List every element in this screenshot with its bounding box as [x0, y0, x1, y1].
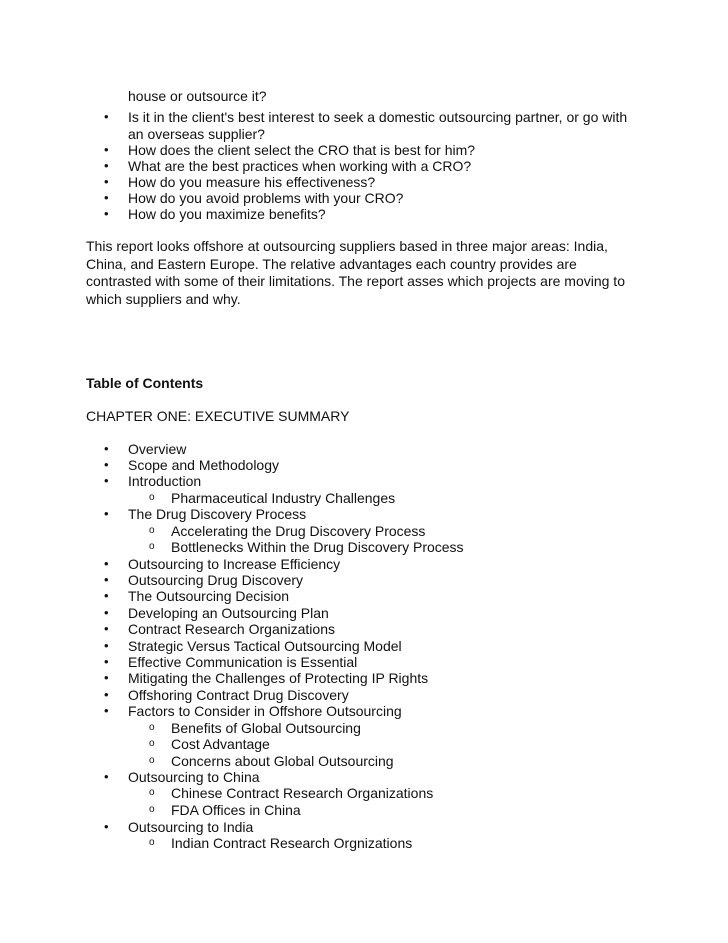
toc-sub-item: Accelerating the Drug Discovery Process: [171, 523, 426, 539]
sub-bullet-icon: o: [149, 755, 155, 766]
toc-sub-item: Bottlenecks Within the Drug Discovery Process: [171, 539, 464, 555]
toc-item: Overview: [128, 441, 187, 457]
bullet-icon: •: [104, 158, 109, 173]
intro-bullet-text: Is it in the client's best interest to seek a domestic outsourcing partner, or go with: [128, 109, 628, 125]
toc-item: Outsourcing to Increase Efficiency: [128, 556, 341, 572]
bullet-icon: •: [104, 703, 109, 718]
toc-sub-item: Chinese Contract Research Organizations: [171, 785, 434, 801]
bullet-icon: •: [104, 769, 109, 784]
toc-item: Outsourcing Drug Discovery: [128, 572, 304, 588]
toc-item: The Drug Discovery Process: [128, 506, 307, 522]
sub-bullet-icon: o: [149, 722, 155, 733]
bullet-icon: •: [104, 621, 109, 636]
paragraph-line: contrasted with some of their limitations. The report asses which projects are moving to: [86, 273, 625, 289]
intro-bullet-text-wrap: an overseas supplier?: [128, 126, 265, 142]
bullet-icon: •: [104, 670, 109, 685]
toc-item: Contract Research Organizations: [128, 621, 335, 637]
intro-continuation-line: house or outsource it?: [128, 88, 267, 104]
bullet-icon: •: [104, 506, 109, 521]
intro-bullet-text: How do you measure his effectiveness?: [128, 174, 376, 190]
sub-bullet-icon: o: [149, 525, 155, 536]
toc-item: Strategic Versus Tactical Outsourcing Model: [128, 638, 402, 654]
intro-bullet-text: What are the best practices when working with a CRO?: [128, 158, 472, 174]
toc-item: Factors to Consider in Offshore Outsourcing: [128, 703, 402, 719]
bullet-icon: •: [104, 441, 109, 456]
toc-item: Developing an Outsourcing Plan: [128, 605, 329, 621]
intro-bullet-text: How do you avoid problems with your CRO?: [128, 190, 404, 206]
bullet-icon: •: [104, 190, 109, 205]
sub-bullet-icon: o: [149, 804, 155, 815]
toc-item: The Outsourcing Decision: [128, 588, 290, 604]
bullet-icon: •: [104, 588, 109, 603]
report-paragraph: [86, 238, 646, 308]
toc-item: Effective Communication is Essential: [128, 654, 358, 670]
sub-bullet-icon: o: [149, 492, 155, 503]
sub-bullet-icon: o: [149, 837, 155, 848]
toc-title: Table of Contents: [86, 375, 204, 391]
toc-sub-item: Cost Advantage: [171, 736, 270, 752]
toc-item: Outsourcing to China: [128, 769, 260, 785]
toc-sub-item: Pharmaceutical Industry Challenges: [171, 490, 396, 506]
bullet-icon: •: [104, 605, 109, 620]
bullet-icon: •: [104, 142, 109, 157]
bullet-icon: •: [104, 572, 109, 587]
toc-sub-item: Indian Contract Research Orgnizations: [171, 835, 413, 851]
sub-bullet-icon: o: [149, 541, 155, 552]
paragraph-line: which suppliers and why.: [86, 290, 241, 307]
toc-item: Introduction: [128, 473, 202, 489]
intro-bullet-text: How does the client select the CRO that is best for him?: [128, 142, 476, 158]
bullet-icon: •: [104, 638, 109, 653]
toc-item: Outsourcing to India: [128, 819, 254, 835]
bullet-icon: •: [104, 654, 109, 669]
bullet-icon: •: [104, 473, 109, 488]
toc-sub-item: Concerns about Global Outsourcing: [171, 753, 394, 769]
bullet-icon: •: [104, 174, 109, 189]
toc-sub-item: Benefits of Global Outsourcing: [171, 720, 361, 736]
sub-bullet-icon: o: [149, 738, 155, 749]
toc-item: Scope and Methodology: [128, 457, 279, 473]
chapter-heading: CHAPTER ONE: EXECUTIVE SUMMARY: [86, 408, 350, 424]
paragraph-line: This report looks offshore at outsourcing suppliers based in three major areas: India,: [86, 238, 608, 254]
sub-bullet-icon: o: [149, 787, 155, 798]
toc-sub-item: FDA Offices in China: [171, 802, 301, 818]
bullet-icon: •: [104, 457, 109, 472]
bullet-icon: •: [104, 109, 109, 124]
bullet-icon: •: [104, 819, 109, 834]
paragraph-line: China, and Eastern Europe. The relative advantages each country provides are: [86, 255, 577, 272]
toc-item: Mitigating the Challenges of Protecting IP Rights: [128, 670, 429, 686]
intro-bullet-text: How do you maximize benefits?: [128, 206, 326, 222]
bullet-icon: •: [104, 556, 109, 571]
toc-item: Offshoring Contract Drug Discovery: [128, 687, 349, 703]
bullet-icon: •: [104, 687, 109, 702]
bullet-icon: •: [104, 206, 109, 221]
